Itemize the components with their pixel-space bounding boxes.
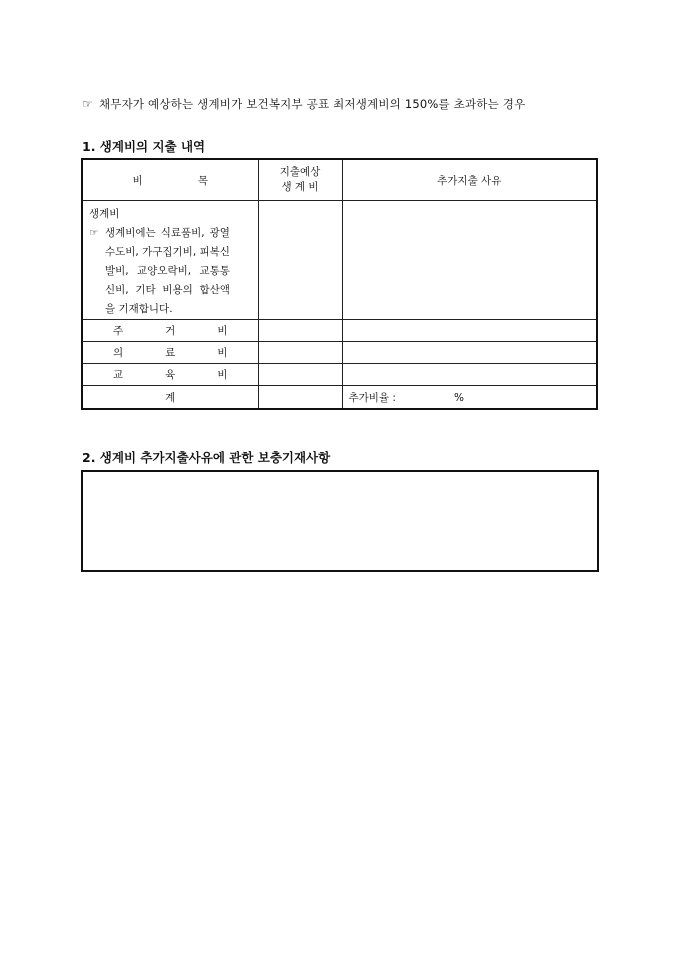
medical-label: 의 료 비	[113, 347, 228, 359]
additional-ratio-label: 추가비율 :	[348, 391, 396, 404]
table-row-total	[82, 386, 597, 410]
medical-reason-field[interactable]	[342, 342, 597, 364]
total-amount-field[interactable]	[258, 386, 342, 410]
percent-unit: %	[453, 391, 464, 404]
section-1-title: 1. 생계비의 지출 내역	[82, 139, 206, 154]
living-expense-label: 생계비	[89, 208, 120, 220]
hint-line: 생계비에는 식료품비, 광열	[105, 227, 230, 239]
medical-amount-field[interactable]	[258, 342, 342, 364]
living-expense-amount-field[interactable]	[258, 201, 342, 320]
hint-line: 발비, 교양오락비, 교통통	[105, 265, 230, 277]
additional-ratio-cell	[342, 386, 597, 410]
header-expected-line1: 지출예상	[279, 166, 321, 178]
living-expense-cell	[82, 201, 258, 320]
notice-line	[82, 96, 525, 112]
education-reason-field[interactable]	[342, 364, 597, 386]
total-label: 계	[82, 386, 258, 410]
hint-line: 수도비, 가구집기비, 피복신	[105, 246, 230, 258]
notice-text: 채무자가 예상하는 생계비가 보건복지부 공표 최저생계비의 150%를 초과하는 경우	[98, 97, 526, 111]
header-reason: 추가지출 사유	[342, 159, 597, 201]
header-item: 비 목	[82, 159, 258, 201]
header-expected-line2: 생 계 비	[281, 181, 319, 193]
education-amount-field[interactable]	[258, 364, 342, 386]
section-2-title: 2. 생계비 추가지출사유에 관한 보충기재사항	[82, 450, 331, 465]
pointing-hand-icon: ☞	[89, 227, 99, 239]
housing-reason-field[interactable]	[342, 320, 597, 342]
pointing-hand-icon: ☞	[82, 97, 93, 111]
hint-line: 을 기재합니다.	[105, 303, 173, 315]
living-expense-hint	[89, 224, 252, 319]
table-row-education	[82, 364, 597, 386]
housing-label: 주 거 비	[113, 325, 228, 337]
table-row-housing	[82, 320, 597, 342]
table-row-living-expense	[82, 201, 597, 320]
table-row-medical	[82, 342, 597, 364]
supplementary-notes-box[interactable]	[81, 470, 599, 572]
housing-amount-field[interactable]	[258, 320, 342, 342]
education-label: 교 육 비	[113, 369, 228, 381]
header-expected-expense	[258, 159, 342, 201]
living-expense-table	[81, 158, 598, 410]
table-header-row	[82, 159, 597, 201]
hint-line: 신비, 기타 비용의 합산액	[105, 284, 230, 296]
living-expense-reason-field[interactable]	[342, 201, 597, 320]
